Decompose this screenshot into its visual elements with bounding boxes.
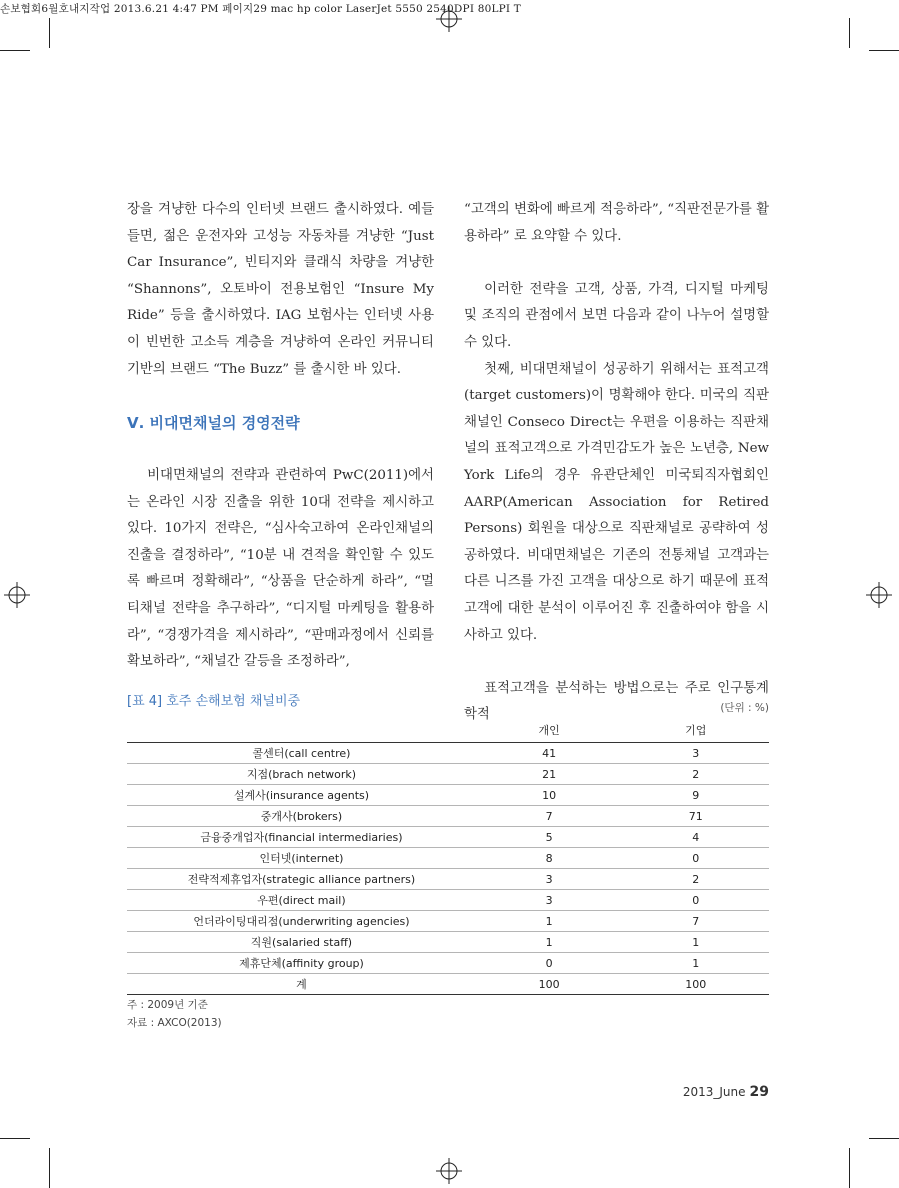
channel-cell: 전략적제휴업자(strategic alliance partners) bbox=[127, 869, 476, 890]
registration-mark-right bbox=[866, 582, 892, 608]
individual-cell: 3 bbox=[476, 890, 623, 911]
table-unit: (단위 : %) bbox=[720, 702, 769, 714]
channel-cell: 계 bbox=[127, 974, 476, 995]
individual-cell: 1 bbox=[476, 911, 623, 932]
corporate-cell: 9 bbox=[622, 785, 769, 806]
individual-cell: 100 bbox=[476, 974, 623, 995]
channel-cell: 금융중개업자(financial intermediaries) bbox=[127, 827, 476, 848]
table-row bbox=[127, 869, 769, 890]
crop-mark-bottom-right-h bbox=[869, 1138, 899, 1139]
left-text-column bbox=[127, 197, 434, 676]
individual-cell: 8 bbox=[476, 848, 623, 869]
individual-cell: 10 bbox=[476, 785, 623, 806]
registration-mark-top bbox=[436, 6, 462, 32]
registration-mark-bottom bbox=[436, 1158, 462, 1184]
corporate-cell: 100 bbox=[622, 974, 769, 995]
page-footer bbox=[669, 1081, 769, 1100]
individual-cell: 5 bbox=[476, 827, 623, 848]
individual-cell: 21 bbox=[476, 764, 623, 785]
channel-cell: 콜센터(call centre) bbox=[127, 743, 476, 764]
corporate-cell: 2 bbox=[622, 869, 769, 890]
body-paragraph: 장을 겨냥한 다수의 인터넷 브랜드 출시하였다. 예들 들면, 젊은 운전자와 고성능 자동차를 겨냥한 “Just Car Insurance”, 빈티지와 클래식 차량을 겨냥한 “Shannons”, 오토바이 전용보험인 “Insure My Ride” 등을 출시하였다. IAG 보험사는 인터넷 사용이 빈번한 고소득 계층을 겨냥하여 온라인 커뮤니티 기반의 브랜드 “The Buzz” 를 출시한 바 있다. bbox=[127, 202, 434, 377]
table-row bbox=[127, 806, 769, 827]
body-paragraph: 표적고객을 분석하는 방법으로는 주로 인구통계학적 bbox=[464, 680, 769, 723]
crop-mark-top-right-h bbox=[869, 50, 899, 51]
individual-cell: 0 bbox=[476, 953, 623, 974]
corporate-cell: 0 bbox=[622, 890, 769, 911]
issue-label: 2013_June bbox=[682, 1085, 746, 1099]
table-row bbox=[127, 848, 769, 869]
table-row bbox=[127, 890, 769, 911]
table-total-row bbox=[127, 974, 769, 995]
page-number: 29 bbox=[749, 1084, 769, 1100]
crop-mark-bottom-right-v bbox=[849, 1148, 850, 1188]
registration-mark-left bbox=[4, 582, 30, 608]
crop-mark-top-right-v bbox=[849, 18, 850, 48]
table-source: 자료 : AXCO(2013) bbox=[127, 1017, 222, 1029]
table-header-cell: 기업 bbox=[622, 718, 769, 743]
channel-cell: 지점(brach network) bbox=[127, 764, 476, 785]
table-header-cell bbox=[127, 718, 476, 743]
channel-share-table bbox=[127, 718, 769, 995]
print-slug: 손보협회6월호내지작업 2013.6.21 4:47 PM 페이지29 mac hp color LaserJet 5550 2540DPI 80LPI T bbox=[0, 3, 521, 15]
crop-mark-top-left-h bbox=[0, 50, 30, 51]
corporate-cell: 71 bbox=[622, 806, 769, 827]
table-row bbox=[127, 785, 769, 806]
right-text-column bbox=[464, 197, 769, 729]
corporate-cell: 4 bbox=[622, 827, 769, 848]
body-paragraph: 비대면채널의 전략과 관련하여 PwC(2011)에서는 온라인 시장 진출을 위한 10대 전략을 제시하고 있다. 10가지 전략은, “심사숙고하여 온라인채널의 진출을 결정하라”, “10분 내 견적을 확인할 수 있도록 빠르며 정확해라”, “상품을 단순하게 하라”, “멀티채널 전략을 추구하라”, “디지털 마케팅을 활용하라”, “경쟁가격을 제시하라”, “판매과정에서 신뢰를 확보하라”, “채널간 갈등을 조정하라”, bbox=[127, 467, 434, 670]
table-row bbox=[127, 764, 769, 785]
corporate-cell: 7 bbox=[622, 911, 769, 932]
individual-cell: 41 bbox=[476, 743, 623, 764]
channel-cell: 언더라이팅대리점(underwriting agencies) bbox=[127, 911, 476, 932]
corporate-cell: 3 bbox=[622, 743, 769, 764]
channel-cell: 중개사(brokers) bbox=[127, 806, 476, 827]
crop-mark-bottom-left-v bbox=[49, 1148, 50, 1188]
individual-cell: 7 bbox=[476, 806, 623, 827]
channel-cell: 직원(salaried staff) bbox=[127, 932, 476, 953]
corporate-cell: 0 bbox=[622, 848, 769, 869]
table-row bbox=[127, 911, 769, 932]
corporate-cell: 1 bbox=[622, 953, 769, 974]
table-title: [표 4] 호주 손해보험 채널비중 bbox=[127, 694, 301, 709]
channel-cell: 인터넷(internet) bbox=[127, 848, 476, 869]
corporate-cell: 2 bbox=[622, 764, 769, 785]
table-row bbox=[127, 743, 769, 764]
body-paragraph: 첫째, 비대면채널이 성공하기 위해서는 표적고객(target customers)이 명확해야 한다. 미국의 직판채널인 Conseco Direct는 우편을 이용하는 직판채널의 표적고객으로 가격민감도가 높은 노년층, New York Life의 경우 유관단체인 미국퇴직자협회인 AARP(American Association for Retired Persons) 회원을 대상으로 직판채널로 공략하여 성공하였다. 비대면채널은 기존의 전통채널 고객과는 다른 니즈를 가진 고객을 대상으로 하기 때문에 표적고객에 대한 분석이 이루어진 후 진출하여야 함을 시사하고 있다. bbox=[464, 361, 769, 643]
body-paragraph: “고객의 변화에 빠르게 적응하라”, “직판전문가를 활용하라” 로 요약할 수 있다. bbox=[464, 202, 769, 244]
channel-cell: 우편(direct mail) bbox=[127, 890, 476, 911]
body-paragraph: 이러한 전략을 고객, 상품, 가격, 디지털 마케팅 및 조직의 관점에서 보면 다음과 같이 나누어 설명할 수 있다. bbox=[464, 281, 769, 350]
table-note: 주 : 2009년 기준 bbox=[127, 999, 208, 1011]
crop-mark-top-left-v bbox=[49, 18, 50, 48]
corporate-cell: 1 bbox=[622, 932, 769, 953]
crop-mark-bottom-left-h bbox=[0, 1138, 30, 1139]
table-header-cell: 개인 bbox=[476, 718, 623, 743]
individual-cell: 1 bbox=[476, 932, 623, 953]
table-row bbox=[127, 953, 769, 974]
table-row bbox=[127, 932, 769, 953]
table-header-row bbox=[127, 718, 769, 743]
individual-cell: 3 bbox=[476, 869, 623, 890]
channel-cell: 설계사(insurance agents) bbox=[127, 785, 476, 806]
channel-cell: 제휴단체(affinity group) bbox=[127, 953, 476, 974]
section-heading: Ⅴ. 비대면채널의 경영전략 bbox=[127, 413, 300, 432]
table-row bbox=[127, 827, 769, 848]
